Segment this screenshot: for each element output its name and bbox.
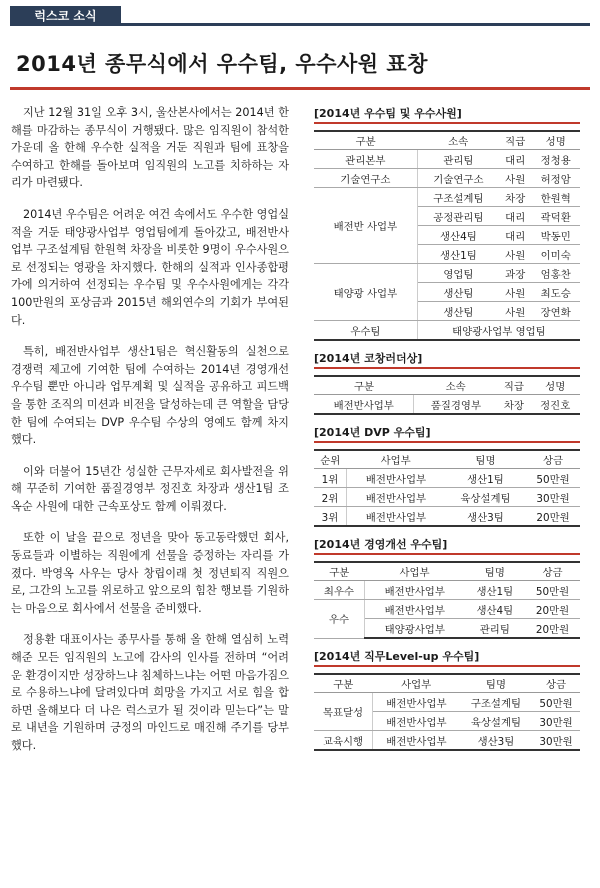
table-cell: 관리팀 [465, 619, 526, 639]
table-cell: 20만원 [525, 619, 580, 639]
table-cell: 차장 [497, 395, 530, 415]
table-row [314, 731, 580, 751]
table-cell: 1위 [314, 469, 347, 488]
table-row [314, 395, 580, 415]
table-cell: 관리팀 [417, 150, 499, 169]
table-cell: 생산1팀 [445, 469, 526, 488]
table-cell: 기술연구소 [417, 169, 499, 188]
section-header [10, 6, 590, 26]
table-cell: 50만원 [525, 581, 580, 600]
table-cell: 박동민 [531, 226, 580, 245]
table-row [314, 150, 580, 169]
table-cell: 배전반사업부 [347, 469, 445, 488]
table-cell: 최우수 [314, 581, 364, 600]
column-header: 상금 [526, 450, 580, 469]
paragraph: 2014년 우수팀은 어려운 여건 속에서도 우수한 영업실적을 거둔 태양광사업부 영업팀에게 돌아갔고, 배전반사업부 구조설계팀 한원혁 차장을 비롯한 9명이 우수사원으로 선정되는 영광을 차지했다. 한해의 실적과 인사종합평가에 의거하여 선정되는 우수팀 및 우수사원에게는 각각 100만원의 포상금과 2015년 해외연수의 기회가 부여된다. [11, 207, 289, 327]
table-row [314, 507, 580, 527]
table-cell: 대리 [499, 226, 531, 245]
table-cell: 관리본부 [314, 150, 417, 169]
table-cell: 태양광사업부 [364, 619, 464, 639]
table-cell: 생산3팀 [445, 507, 526, 527]
table-title: [2014년 코창러더상] [314, 351, 580, 369]
paragraph: 정용환 대표이사는 종무사를 통해 올 한해 열심히 노력해준 모든 임직원의 노고에 감사의 인사를 전하며 “어려운 환경이지만 성장하느냐 침체하느냐는 어떤 마음가짐으로 수용하느냐에 달려있다며 희망을 가지고 서로 힘을 합하면 올해보다 더 나은 럭스코가 될 것이라 믿는다”는 말로 내년을 기원하며 긍정의 마인드로 매진해 주기를 당부했다. [11, 633, 289, 752]
table-cell: 사원 [499, 283, 531, 302]
table-cell: 곽덕환 [531, 207, 580, 226]
table-cell: 배전반사업부 [372, 693, 459, 712]
column-header: 상금 [525, 562, 580, 581]
table-cell: 생산1팀 [417, 245, 499, 264]
column-header: 소속 [414, 376, 497, 395]
paragraph: 또한 이 날을 끝으로 정년을 맞아 동고동락했던 회사, 동료들과 이별하는 직원에게 선물을 증정하는 자리를 가졌다. 박영옥 사우는 당사 창립이래 첫 정년퇴직 직원으로, 그간의 노고를 위로하고 앞으로의 힘찬 행보를 기원하는 마음으로 회사에서 선물을 준비했다. [11, 531, 289, 615]
table-cell: 육상설계팀 [445, 488, 526, 507]
table-cell: 우수 [314, 600, 364, 639]
table-cell: 우수팀 [314, 321, 417, 341]
excellent-team-table-section [314, 106, 580, 341]
table-cell: 엄홍찬 [531, 264, 580, 283]
achievement-award-table [314, 375, 580, 415]
article-title: 2014년 종무식에서 우수팀, 우수사원 표창 [16, 52, 428, 76]
column-header: 구분 [314, 674, 372, 693]
table-cell: 배전반사업부 [372, 712, 459, 731]
table-row [314, 321, 580, 341]
table-cell: 품질경영부 [414, 395, 497, 415]
table-row [314, 600, 580, 619]
column-header: 사업부 [364, 562, 464, 581]
table-cell: 사원 [499, 169, 531, 188]
column-header: 직급 [499, 131, 531, 150]
table-row [314, 264, 580, 283]
table-cell: 기술연구소 [314, 169, 417, 188]
table-cell: 생산1팀 [465, 581, 526, 600]
table-cell: 대리 [499, 207, 531, 226]
award-tables [314, 106, 580, 761]
column-header: 성명 [531, 131, 580, 150]
column-header: 구분 [314, 376, 414, 395]
paragraph: 이와 더불어 15년간 성실한 근무자세로 회사발전을 위해 꾸준히 기여한 품질경영부 정진호 차장과 생산1팀 조옥순 사원에 대한 근속포상도 함께 이뤄졌다. [11, 464, 289, 513]
table-title: [2014년 직무Level-up 우수팀] [314, 649, 580, 667]
table-cell: 배전반사업부 [347, 488, 445, 507]
table-cell: 사원 [499, 302, 531, 321]
table-cell: 배전반사업부 [364, 600, 464, 619]
column-header: 소속 [417, 131, 499, 150]
table-title: [2014년 우수팀 및 우수사원] [314, 106, 580, 124]
table-cell: 영업팀 [417, 264, 499, 283]
table-cell: 생산4팀 [465, 600, 526, 619]
paragraph: 특히, 배전반사업부 생산1팀은 혁신활동의 실천으로 경쟁력 제고에 기여한 팀에 수여하는 2014년 경영개선 우수팀 뿐만 아니라 업무계획 및 실적을 공유하고 피드백을 통한 조직의 미션과 비전을 달성하는데 큰 역할을 담당한 팀에 수여되는 DVP 우수팀 수상의 영예도 함께 차지했다. [11, 345, 289, 447]
table-cell: 20만원 [525, 600, 580, 619]
table-cell: 생산팀 [417, 283, 499, 302]
table-row [314, 488, 580, 507]
table-cell: 50만원 [532, 693, 580, 712]
table-cell: 배전반사업부 [314, 395, 414, 415]
table-cell: 허정암 [531, 169, 580, 188]
table-cell: 정청용 [531, 150, 580, 169]
table-cell: 목표달성 [314, 693, 372, 731]
table-cell: 구조설계팀 [417, 188, 499, 207]
column-header: 사업부 [347, 450, 445, 469]
column-header: 순위 [314, 450, 347, 469]
column-header: 상금 [532, 674, 580, 693]
article-body [11, 104, 289, 769]
table-cell: 배전반사업부 [364, 581, 464, 600]
column-header: 구분 [314, 562, 364, 581]
table-cell: 생산4팀 [417, 226, 499, 245]
table-title: [2014년 경영개선 우수팀] [314, 537, 580, 555]
table-cell: 배전반사업부 [372, 731, 459, 751]
table-cell: 구조설계팀 [460, 693, 532, 712]
job-levelup-section [314, 649, 580, 751]
table-cell: 30만원 [532, 731, 580, 751]
table-cell: 과장 [499, 264, 531, 283]
column-header: 직급 [497, 376, 530, 395]
table-row [314, 469, 580, 488]
table-cell: 육상설계팀 [460, 712, 532, 731]
column-header: 구분 [314, 131, 417, 150]
management-improvement-section [314, 537, 580, 639]
table-cell: 20만원 [526, 507, 580, 527]
table-cell: 사원 [499, 245, 531, 264]
table-cell: 3위 [314, 507, 347, 527]
table-cell: 생산팀 [417, 302, 499, 321]
excellent-team-table [314, 130, 580, 341]
table-cell: 정진호 [530, 395, 580, 415]
dvp-team-table [314, 449, 580, 527]
table-cell: 배전반 사업부 [314, 188, 417, 264]
title-rule [10, 87, 590, 90]
table-row [314, 188, 580, 207]
table-cell: 30만원 [526, 488, 580, 507]
column-header: 팀명 [445, 450, 526, 469]
table-cell: 생산3팀 [460, 731, 532, 751]
column-header: 팀명 [460, 674, 532, 693]
table-cell: 차장 [499, 188, 531, 207]
dvp-team-section [314, 425, 580, 527]
table-cell: 이미숙 [531, 245, 580, 264]
table-cell: 한원혁 [531, 188, 580, 207]
table-row [314, 693, 580, 712]
table-cell: 50만원 [526, 469, 580, 488]
table-cell: 태양광 사업부 [314, 264, 417, 321]
table-cell: 최도승 [531, 283, 580, 302]
table-cell: 배전반사업부 [347, 507, 445, 527]
paragraph: 지난 12월 31일 오후 3시, 울산본사에서는 2014년 한해를 마감하는 종무식이 거행됐다. 많은 임직원이 참석한 가운데 올 한해 우수한 실적을 거둔 직원과 팀에 표창을 수여하고 한해를 돌아보며 임직원의 노고를 치하하는 자리가 마련됐다. [11, 106, 289, 190]
table-cell: 30만원 [532, 712, 580, 731]
table-cell: 2위 [314, 488, 347, 507]
column-header: 팀명 [465, 562, 526, 581]
table-row [314, 581, 580, 600]
job-levelup-table [314, 673, 580, 751]
section-tag: 럭스코 소식 [10, 6, 121, 26]
achievement-award-section [314, 351, 580, 415]
table-title: [2014년 DVP 우수팀] [314, 425, 580, 443]
table-cell: 교육시행 [314, 731, 372, 751]
table-cell: 태양광사업부 영업팀 [417, 321, 580, 341]
column-header: 성명 [530, 376, 580, 395]
table-cell: 공정관리팀 [417, 207, 499, 226]
table-cell: 장연화 [531, 302, 580, 321]
header-rule [121, 23, 590, 26]
management-improvement-table [314, 561, 580, 639]
table-cell: 대리 [499, 150, 531, 169]
column-header: 사업부 [372, 674, 459, 693]
table-row [314, 169, 580, 188]
